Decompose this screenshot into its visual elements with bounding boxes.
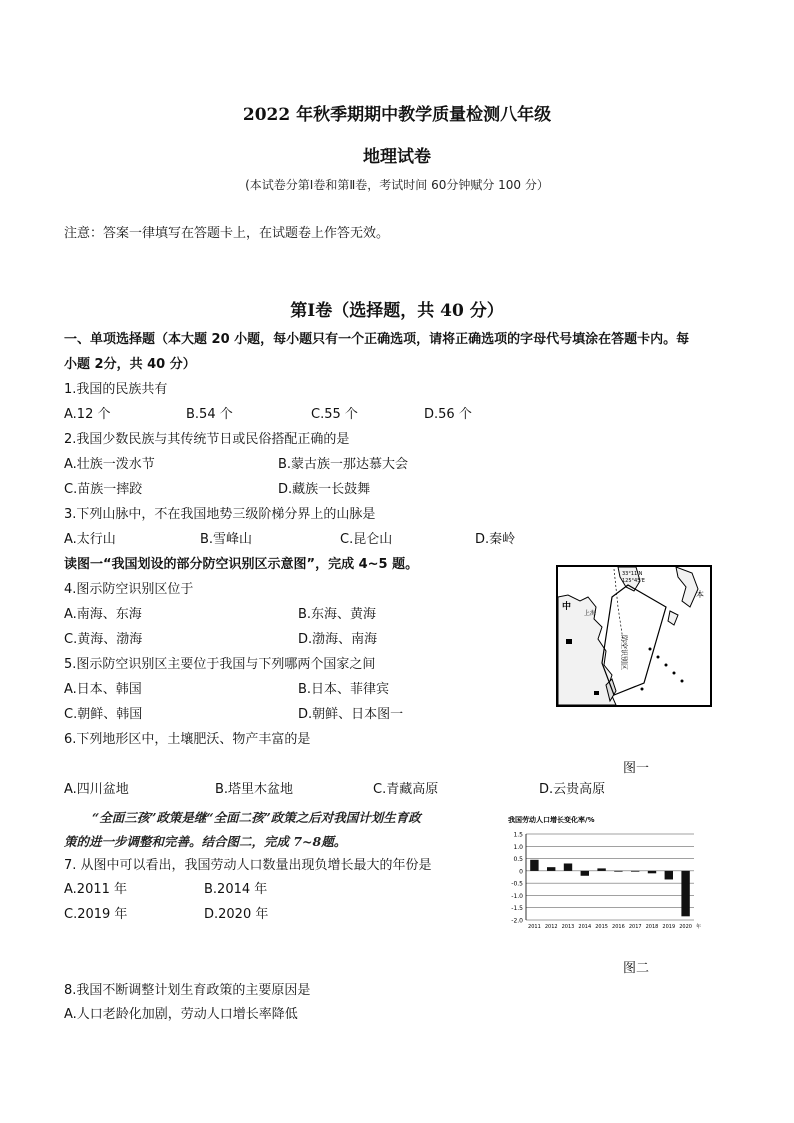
q5-option-d: D.朝鲜、日本图一	[298, 707, 404, 722]
label-coord-1: 33°11'N	[622, 571, 643, 577]
section-instruction-cont: 小题 2分，共 40 分）	[64, 357, 196, 372]
q7-stem: 7. 从图中可以看出，我国劳动人口数量出现负增长最大的年份是	[64, 858, 432, 873]
bar-2018	[648, 871, 656, 873]
figure-1-caption: 图一	[623, 761, 650, 776]
label-coord-2: 125°45'E	[622, 578, 645, 584]
label-japan: 本	[696, 590, 704, 599]
q1-stem: 1.我国的民族共有	[64, 382, 168, 397]
q6-option-a: A.四川盆地	[64, 782, 129, 797]
q4-option-d: D.渤海、南海	[298, 632, 378, 647]
y-tick-label: -1.0	[511, 892, 523, 900]
x-tick-label: 2017	[628, 924, 642, 930]
q4-option-c: C.黄海、渤海	[64, 632, 143, 647]
q6-option-c: C.青藏高原	[373, 782, 439, 797]
q1-option-d: D.56 个	[424, 407, 472, 422]
y-tick-label: 0.5	[513, 856, 523, 864]
bar-2016	[614, 871, 622, 872]
y-tick-label: 0	[519, 868, 523, 876]
q7-option-b: B.2014 年	[204, 882, 268, 897]
q6-stem: 6.下列地形区中，土壤肥沃、物产丰富的是	[64, 732, 311, 747]
japan-shape	[676, 567, 698, 607]
q5-stem: 5.图示防空识别区主要位于我国与下列哪两个国家之间	[64, 657, 376, 672]
label-china: 中	[562, 602, 572, 612]
x-tick-label: 2014	[578, 924, 592, 930]
q3-option-c: C.昆仑山	[340, 532, 393, 547]
reading-prompt-2-cont: 策的进一步调整和完善。结合图二，完成 7~8题。	[64, 834, 347, 849]
q5-option-b: B.日本、菲律宾	[298, 682, 390, 697]
notice-text: 注意：答案一律填写在答题卡上，在试题卷上作答无效。	[64, 226, 390, 241]
q3-stem: 3.下列山脉中，不在我国地势三级阶梯分界上的山脉是	[64, 507, 376, 522]
bar-2013	[564, 863, 572, 870]
section-heading: 第Ⅰ卷（选择题，共 40 分）	[290, 301, 504, 321]
y-tick-label: 1.5	[513, 831, 523, 839]
labor-growth-chart	[496, 812, 710, 940]
y-tick-label: -1.5	[511, 905, 523, 913]
x-tick-label: 2019	[662, 924, 676, 930]
q7-option-c: C.2019 年	[64, 907, 128, 922]
x-axis-unit: 年	[696, 924, 702, 930]
q3-option-a: A.太行山	[64, 532, 116, 547]
figure-1-map	[556, 565, 712, 707]
chart-title: 我国劳动人口增长变化率/%	[508, 816, 595, 824]
q5-option-c: C.朝鲜、韩国	[64, 707, 143, 722]
bar-2014	[581, 871, 589, 876]
reading-prompt-2: “全面三孩”政策是继“全面二孩”政策之后对我国计划生育政	[92, 810, 421, 825]
q1-option-a: A.12 个	[64, 407, 111, 422]
figure-2-caption: 图二	[623, 961, 650, 976]
x-tick-label: 2018	[645, 924, 659, 930]
q4-option-b: B.东海、黄海	[298, 607, 377, 622]
x-tick-label: 2020	[679, 924, 692, 930]
label-zone: 防空识别区	[620, 635, 628, 670]
q5-option-a: A.日本、韩国	[64, 682, 142, 697]
x-tick-label: 2015	[595, 924, 608, 930]
x-tick-label: 2016	[612, 924, 625, 930]
exam-subject: 地理试卷	[363, 147, 431, 167]
air-defense-map-graphic	[558, 567, 710, 705]
q6-option-b: B.塔里木盆地	[215, 782, 294, 797]
x-tick-label: 2012	[544, 924, 558, 930]
exam-note: (本试卷分第Ⅰ卷和第Ⅱ卷，考试时间 60分钟赋分 100 分）	[245, 178, 549, 192]
exam-title: 2022 年秋季期期中教学质量检测八年级	[242, 105, 552, 125]
y-tick-label: -2.0	[511, 917, 523, 925]
q2-option-a: A.壮族一泼水节	[64, 457, 155, 472]
bar-2020	[681, 871, 689, 916]
y-tick-label: 1.0	[513, 843, 523, 851]
bar-2012	[547, 867, 555, 871]
x-tick-label: 2011	[528, 924, 541, 930]
section-instruction: 一、单项选择题（本大题 20 小题，每小题只有一个正确选项，请将正确选项的字母代号填涂在答题卡内。每	[64, 332, 690, 347]
q3-option-b: B.雪峰山	[200, 532, 253, 547]
q2-option-c: C.苗族一摔跤	[64, 482, 143, 497]
q4-option-a: A.南海、东海	[64, 607, 142, 622]
bar-2017	[631, 871, 639, 872]
q1-option-c: C.55 个	[311, 407, 358, 422]
reading-prompt-1: 读图一“我国划设的部分防空识别区示意图”，完成 4~5 题。	[64, 557, 419, 572]
q4-stem: 4.图示防空识别区位于	[64, 582, 194, 597]
bar-2019	[665, 871, 673, 880]
q2-option-b: B.蒙古族一那达慕大会	[278, 457, 409, 472]
bar-2011	[530, 860, 538, 871]
q3-option-d: D.秦岭	[475, 532, 516, 547]
x-tick-label: 2013	[561, 924, 575, 930]
air-defense-zone-outline	[602, 585, 666, 695]
y-tick-label: -0.5	[511, 880, 523, 888]
q2-stem: 2.我国少数民族与其传统节日或民俗搭配正确的是	[64, 432, 350, 447]
q7-option-a: A.2011 年	[64, 882, 128, 897]
q6-option-d: D.云贵高原	[539, 782, 606, 797]
q8-stem: 8.我国不断调整计划生育政策的主要原因是	[64, 983, 311, 998]
q8-option-a: A.人口老龄化加剧，劳动人口增长率降低	[64, 1007, 298, 1022]
q7-option-d: D.2020 年	[204, 907, 269, 922]
label-shanghai: 上海	[584, 610, 597, 617]
q2-option-d: D.藏族一长鼓舞	[278, 482, 371, 497]
q1-option-b: B.54 个	[186, 407, 233, 422]
bar-2015	[597, 868, 605, 870]
